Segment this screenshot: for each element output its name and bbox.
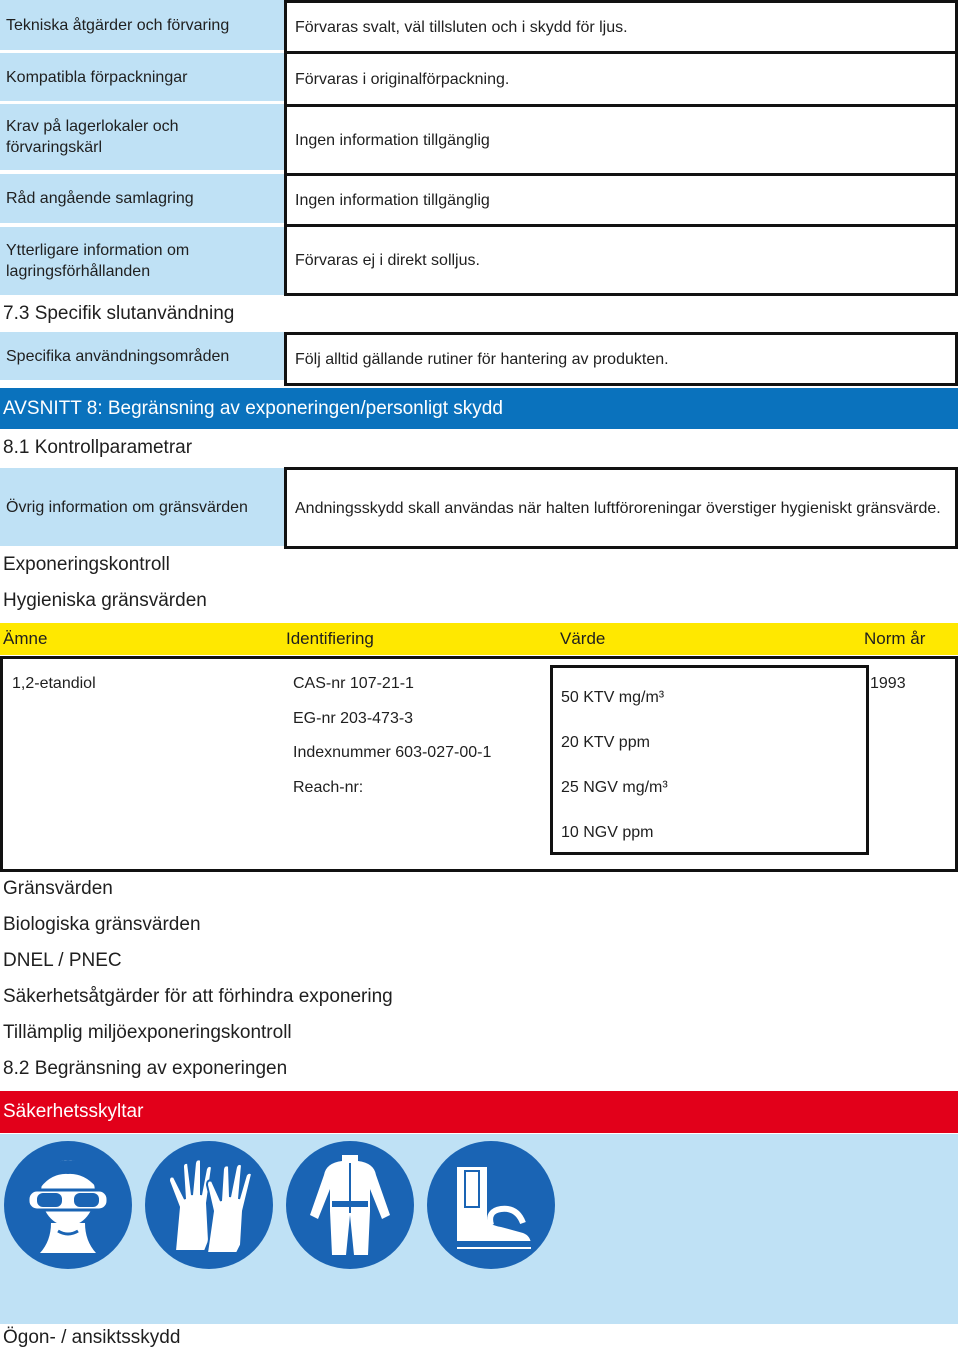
specific-use-label: Specifika användningsområden (0, 332, 284, 380)
limits-heading: Gränsvärden (3, 878, 113, 899)
storage-value-compatible: Förvaras i originalförpackning. (284, 51, 958, 107)
storage-value-technical: Förvaras svalt, väl tillsluten och i skydd för ljus. (284, 0, 958, 54)
id-eg: EG-nr 203-473-3 (293, 710, 414, 727)
coverall-icon (286, 1141, 414, 1269)
value-ktv-mg: 50 KTV mg/m³ (561, 689, 665, 706)
substance-name: 1,2-etandiol (12, 675, 96, 692)
values-box (550, 665, 869, 855)
header-value: Värde (560, 629, 606, 648)
value-ngv-mg: 25 NGV mg/m³ (561, 779, 668, 796)
header-substance: Ämne (3, 629, 48, 648)
exposure-control-heading: Exponeringskontroll (3, 554, 170, 575)
storage-label-colocation: Råd angående samlagring (0, 174, 284, 223)
section-8-1-heading: 8.1 Kontrollparametrar (3, 437, 193, 458)
id-cas: CAS-nr 107-21-1 (293, 675, 414, 692)
safety-measures-heading: Säkerhetsåtgärder för att förhindra exponering (3, 986, 393, 1007)
safety-boots-icon (427, 1141, 555, 1269)
storage-value-requirements: Ingen information tillgänglig (284, 104, 958, 176)
value-ktv-ppm: 20 KTV ppm (561, 734, 650, 751)
gloves-icon (145, 1141, 273, 1269)
id-index: Indexnummer 603-027-00-1 (293, 744, 492, 761)
storage-label-additional: Ytterligare information om lagringsförhållanden (0, 227, 284, 295)
hygienic-limits-heading: Hygieniska gränsvärden (3, 590, 207, 611)
storage-value-additional: Förvaras ej i direkt solljus. (284, 224, 958, 296)
storage-value-colocation: Ingen information tillgänglig (284, 173, 958, 227)
section-8-title: AVSNITT 8: Begränsning av exponeringen/personligt skydd (0, 388, 958, 429)
section-8-2-heading: 8.2 Begränsning av exponeringen (3, 1058, 288, 1079)
limits-table-row (0, 656, 958, 872)
limits-table-header (0, 623, 958, 655)
goggles-icon (4, 1141, 132, 1269)
norm-year: 1993 (870, 675, 906, 692)
id-reach: Reach-nr: (293, 779, 364, 796)
header-identification: Identifiering (286, 629, 374, 648)
dnel-pnec-heading: DNEL / PNEC (3, 950, 122, 971)
environmental-control-heading: Tillämplig miljöexponeringskontroll (3, 1022, 292, 1043)
storage-label-compatible: Kompatibla förpackningar (0, 53, 284, 101)
specific-use-value: Följ alltid gällande rutiner för hantering av produkten. (284, 332, 958, 386)
other-limits-label: Övrig information om gränsvärden (0, 468, 284, 546)
value-ngv-ppm: 10 NGV ppm (561, 824, 654, 841)
eye-face-protection-caption: Ögon- / ansiktsskydd (3, 1327, 181, 1348)
safety-signs-panel (0, 1134, 958, 1324)
safety-signs-title: Säkerhetsskyltar (0, 1091, 958, 1133)
section-7-3-heading: 7.3 Specifik slutanvändning (3, 303, 235, 324)
storage-label-requirements: Krav på lagerlokaler och förvaringskärl (0, 104, 284, 170)
storage-label-technical: Tekniska åtgärder och förvaring (0, 0, 284, 50)
biological-limits-heading: Biologiska gränsvärden (3, 914, 201, 935)
header-norm-year: Norm år (864, 629, 926, 648)
other-limits-value: Andningsskydd skall användas när halten luftföroreningar överstiger hygieniskt gränsvärde. (284, 467, 958, 549)
